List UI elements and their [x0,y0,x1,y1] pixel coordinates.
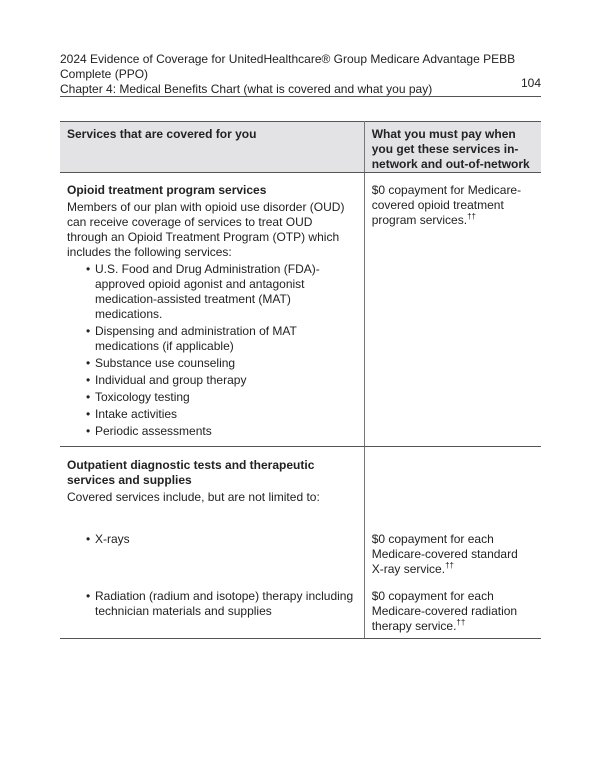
table-row-outpatient [60,447,541,533]
footnote-mark: †† [467,212,476,221]
opioid-cost: $0 copayment for Medicare-covered opioid treatment program services. [371,183,522,227]
chapter-title: Chapter 4: Medical Benefits Chart (what is covered and what you pay) [60,82,433,96]
table-row-opioid [60,173,541,447]
page-number: 104 [520,76,541,90]
list-item: • Individual and group therapy [89,373,356,388]
xray-cost: $0 copayment for each Medicare-covered standard X-ray service. [371,532,518,576]
outpatient-services-cell [60,447,364,533]
footnote-mark: †† [456,618,466,627]
column-header-services: Services that are covered for you [60,122,364,173]
footnote-mark: †† [445,561,454,570]
outpatient-intro: Covered services include, but are not limited to: [67,490,320,504]
list-item: • Substance use counseling [89,356,356,371]
benefits-table [60,121,541,639]
list-item: • X-rays [89,532,356,547]
list-item: • Dispensing and administration of MAT medications (if applicable) [89,324,356,354]
outpatient-title: Outpatient diagnostic tests and therapeutic services and supplies [67,458,315,487]
column-header-cost: What you must pay when you get these services in-network and out-of-network [364,122,541,173]
table-row-radiation [60,589,541,639]
list-item: • Radiation (radium and isotope) therapy including technician materials and supplies [89,589,356,619]
header-divider [60,96,541,97]
xray-list [67,532,356,547]
opioid-cost-cell [364,173,541,447]
opioid-services-cell [60,173,364,447]
opioid-service-list [67,262,356,439]
list-item: • Toxicology testing [89,390,356,405]
page-header [60,52,541,97]
list-item: • Intake activities [89,407,356,422]
table-row-xray [60,532,541,589]
list-item: • Periodic assessments [89,424,356,439]
outpatient-cost-cell [364,447,541,533]
opioid-intro: Members of our plan with opioid use disorder (OUD) can receive coverage of services to treat OUD through an Opioid Treatment Program (OTP) which includes the following services: [67,200,345,259]
radiation-cost: $0 copayment for each Medicare-covered radiation therapy service. [371,589,518,633]
list-item: • U.S. Food and Drug Administration (FDA)-approved opioid agonist and antagonist medication-assisted treatment (MAT) medications. [89,262,356,322]
radiation-list [67,589,356,619]
opioid-title: Opioid treatment program services [67,183,267,197]
document-title: 2024 Evidence of Coverage for UnitedHealthcare® Group Medicare Advantage PEBB Complete (PPO) [60,52,516,81]
